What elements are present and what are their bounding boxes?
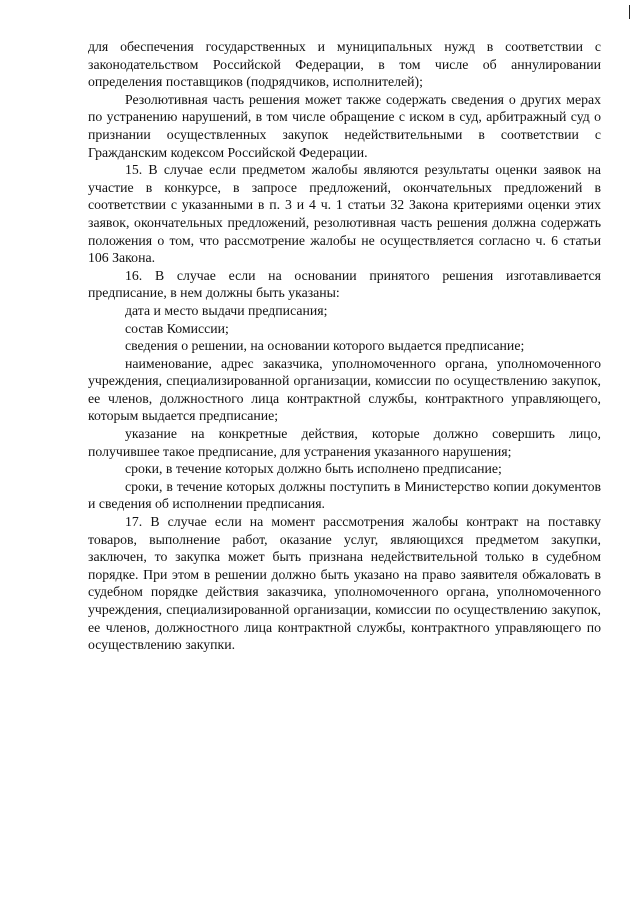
list-item-customer-name: наименование, адрес заказчика, уполномоченного органа, уполномоченного учреждения, специализированной организации, комиссии по осуществлению закупок, ее членов, должностного лица контрактной службы, контрактного управляющего, которым выдается предписание; (88, 355, 601, 424)
list-item-commission: состав Комиссии; (125, 320, 229, 336)
paragraph-continuation: для обеспечения государственных и муниципальных нужд в соответствии с законодательством Российской Федерации, в том числе об аннулировании определения поставщиков (подрядчиков, исполнителей); (88, 39, 601, 90)
paragraph-16: 16. В случае если на основании принятого решения изготавливается предписание, в нем должны быть указаны: (88, 267, 601, 301)
list-item-actions: указание на конкретные действия, которые должно совершить лицо, получившее такое предписание, для устранения указанного нарушения; (88, 426, 601, 459)
document-body (88, 38, 601, 654)
scan-mark (629, 5, 630, 19)
paragraph-17: 17. В случае если на момент рассмотрения жалобы контракт на поставку товаров, выполнение работ, оказание услуг, являющихся предметом закупки, заключен, то закупка может быть признана недействительной только в судебном порядке. При этом в решении должно быть указано на право заявителя обжаловать в судебном порядке действия заказчика, уполномоченного органа, уполномоченного учреждения, специализированной организации, комиссии по осуществлению закупок, ее членов, должностного лица контрактной службы, контрактного управляющего по осуществлению закупки. (88, 514, 601, 653)
list-item-decision-info: сведения о решении, на основании которого выдается предписание; (125, 338, 525, 354)
paragraph-15: 15. В случае если предметом жалобы являются результаты оценки заявок на участие в конкурсе, в запросе предложений, окончательных предложений в соответствии с указанными в п. 3 и 4 ч. 1 статьи 32 Закона критериями оценки этих заявок, окончательных предложений, резолютивная часть решения должна содержать положения о том, что рассмотрение жалобы не осуществляется согласно ч. 6 статьи 106 Закона. (88, 162, 601, 266)
list-item-ministry-copies: сроки, в течение которых должны поступить в Министерство копии документов и сведения об исполнении предписания. (88, 478, 601, 512)
paragraph-resolution-part: Резолютивная часть решения может также содержать сведения о других мерах по устранению нарушений, в том числе обращение с иском в суд, арбитражный суд о признании осуществленных закупок недействительными в соответствии с Гражданским кодексом Российской Федерации. (88, 91, 601, 160)
list-item-deadlines: сроки, в течение которых должно быть исполнено предписание; (125, 461, 502, 477)
list-item-date-place: дата и место выдачи предписания; (125, 302, 328, 318)
